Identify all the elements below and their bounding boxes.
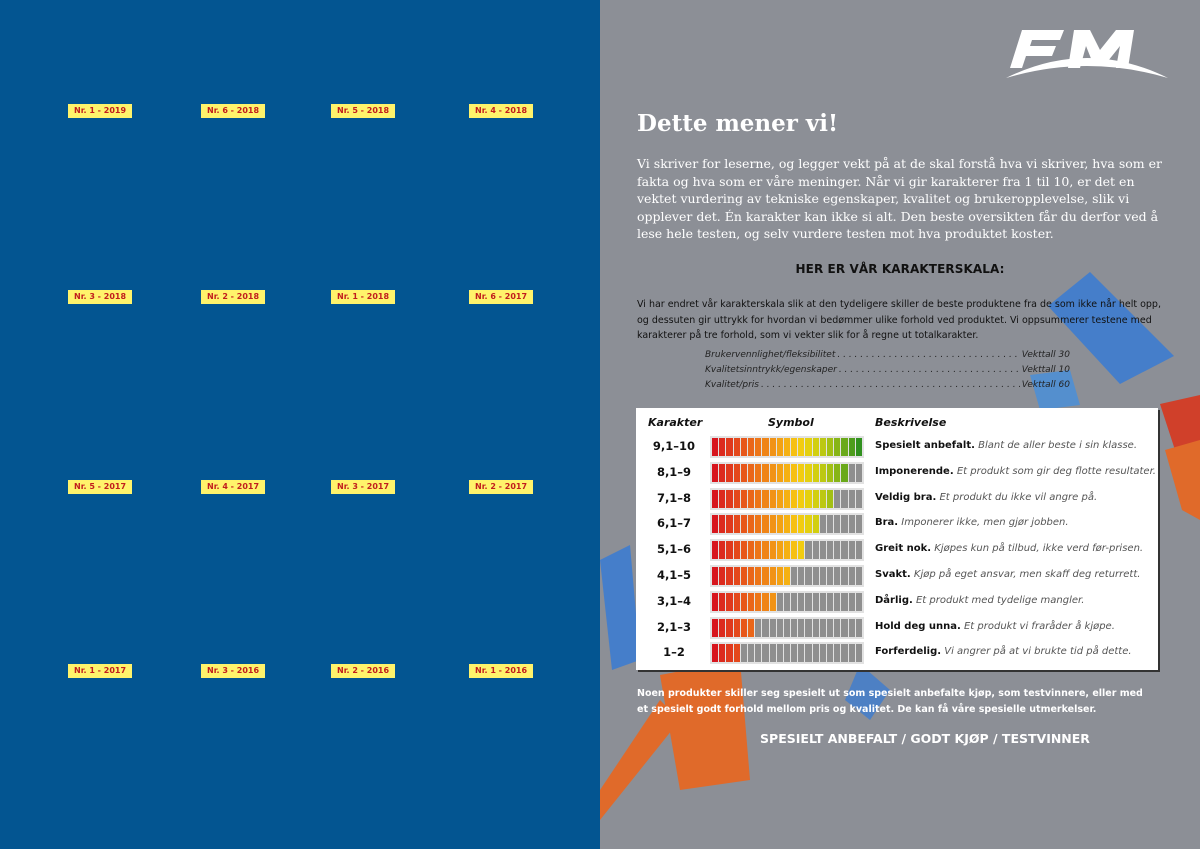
filled-segment (741, 490, 747, 508)
filled-segment (770, 464, 776, 482)
empty-segment (820, 541, 826, 559)
filled-segment (748, 567, 754, 585)
filled-segment (741, 593, 747, 611)
filled-segment (741, 515, 747, 533)
empty-segment (755, 644, 761, 662)
grade-title: Spesielt anbefalt. (875, 440, 975, 451)
filled-segment (784, 438, 790, 456)
info-panel (600, 0, 1200, 849)
empty-segment (762, 619, 768, 637)
filled-segment (820, 490, 826, 508)
empty-segment (762, 644, 768, 662)
grade-text: Et produkt med tydelige mangler. (915, 594, 1085, 606)
empty-segment (770, 644, 776, 662)
grade-description (875, 517, 1069, 528)
filled-segment (726, 567, 732, 585)
filled-segment (719, 644, 725, 662)
filled-segment (791, 541, 797, 559)
filled-segment (712, 541, 718, 559)
filled-segment (762, 515, 768, 533)
filled-segment (856, 438, 862, 456)
filled-segment (784, 515, 790, 533)
filled-segment (798, 515, 804, 533)
issue-label: Nr. 4 - 2018 (469, 104, 533, 118)
grade-row (636, 537, 1158, 563)
filled-segment (841, 438, 847, 456)
filled-segment (805, 438, 811, 456)
filled-segment (791, 515, 797, 533)
filled-segment (712, 567, 718, 585)
scale-description: Vi har endret vår karakterskala slik at den tydeligere skiller de beste produktene fra de som ikke når helt opp, og dessuten gir uttrykk for hvordan vi bedømmer ulike forhold ved produktet. Vi oppsummerer testene med karakterer på tre forhold, som vi vekter slik for å regne ut totalkarakter. (637, 299, 1161, 341)
empty-segment (841, 541, 847, 559)
empty-segment (849, 490, 855, 508)
empty-segment (827, 515, 833, 533)
grade-row (636, 486, 1158, 512)
grade-value: 1–2 (663, 645, 685, 660)
grade-value: 9,1–10 (652, 439, 696, 453)
filled-segment (791, 490, 797, 508)
filled-segment (734, 644, 740, 662)
empty-segment (791, 567, 797, 585)
issue-label: Nr. 6 - 2017 (469, 290, 533, 304)
filled-segment (748, 619, 754, 637)
empty-segment (849, 567, 855, 585)
empty-segment (798, 567, 804, 585)
empty-segment (834, 593, 840, 611)
grade-description (875, 621, 1115, 632)
empty-segment (841, 593, 847, 611)
fm-logo-icon (1004, 28, 1170, 80)
filled-segment (748, 438, 754, 456)
filled-segment (726, 619, 732, 637)
empty-segment (841, 567, 847, 585)
empty-segment (813, 619, 819, 637)
issue-label: Nr. 6 - 2018 (201, 104, 265, 118)
empty-segment (805, 541, 811, 559)
weight-row (705, 363, 1070, 378)
filled-segment (755, 490, 761, 508)
filled-segment (798, 490, 804, 508)
grade-row (636, 589, 1158, 615)
empty-segment (834, 490, 840, 508)
filled-segment (813, 464, 819, 482)
filled-segment (827, 438, 833, 456)
empty-segment (805, 644, 811, 662)
empty-segment (791, 619, 797, 637)
grade-description (875, 440, 1137, 451)
filled-segment (827, 490, 833, 508)
filled-segment (741, 619, 747, 637)
empty-segment (856, 464, 862, 482)
grade-title: Veldig bra. (875, 491, 937, 503)
grade-description (875, 569, 1140, 580)
filled-segment (784, 541, 790, 559)
grade-row (636, 615, 1158, 641)
grade-symbol-bar (710, 642, 864, 664)
grade-title: Forferdelig. (875, 646, 942, 658)
empty-segment (820, 593, 826, 611)
grade-description (875, 595, 1084, 606)
empty-segment (856, 619, 862, 637)
empty-segment (798, 593, 804, 611)
filled-segment (712, 593, 718, 611)
filled-segment (770, 593, 776, 611)
empty-segment (748, 644, 754, 662)
issue-label: Nr. 5 - 2017 (68, 480, 132, 494)
empty-segment (827, 541, 833, 559)
filled-segment (777, 567, 783, 585)
filled-segment (813, 438, 819, 456)
grade-row (636, 563, 1158, 589)
filled-segment (820, 464, 826, 482)
filled-segment (719, 464, 725, 482)
empty-segment (856, 593, 862, 611)
grade-value: 7,1–8 (656, 490, 692, 505)
filled-segment (748, 541, 754, 559)
filled-segment (726, 541, 732, 559)
filled-segment (777, 490, 783, 508)
filled-segment (770, 438, 776, 456)
empty-segment (827, 593, 833, 611)
filled-segment (719, 619, 725, 637)
grade-text: Kjøpes kun på tilbud, ikke verd før-prisen. (934, 543, 1144, 555)
empty-segment (813, 541, 819, 559)
grade-symbol-bar (710, 565, 864, 587)
empty-segment (849, 464, 855, 482)
filled-segment (734, 619, 740, 637)
filled-segment (719, 490, 725, 508)
filled-segment (770, 515, 776, 533)
filled-segment (805, 490, 811, 508)
filled-segment (726, 464, 732, 482)
empty-segment (798, 644, 804, 662)
filled-segment (712, 644, 718, 662)
filled-segment (712, 515, 718, 533)
header-grade: Karakter (648, 416, 703, 429)
filled-segment (777, 515, 783, 533)
filled-segment (712, 490, 718, 508)
filled-segment (777, 541, 783, 559)
filled-segment (741, 541, 747, 559)
empty-segment (834, 567, 840, 585)
empty-segment (827, 567, 833, 585)
empty-segment (813, 567, 819, 585)
filled-segment (841, 464, 847, 482)
filled-segment (719, 567, 725, 585)
filled-segment (755, 515, 761, 533)
weight-label: Kvalitetsinntrykk/egenskaper (705, 365, 837, 375)
filled-segment (762, 567, 768, 585)
grade-text: Et produkt som gir deg flotte resultater. (956, 465, 1156, 477)
empty-segment (849, 619, 855, 637)
empty-segment (741, 644, 747, 662)
filled-segment (734, 541, 740, 559)
grade-text: Et produkt vi fraråder å kjøpe. (963, 620, 1115, 632)
weight-row (705, 378, 1070, 393)
issue-label: Nr. 2 - 2016 (331, 664, 395, 678)
filled-segment (741, 567, 747, 585)
weight-label: Kvalitet/pris (705, 380, 759, 390)
filled-segment (726, 515, 732, 533)
empty-segment (777, 593, 783, 611)
grade-symbol-bar (710, 591, 864, 613)
filled-segment (726, 644, 732, 662)
grade-text: Kjøp på eget ansvar, men skaff deg returrett. (913, 569, 1141, 580)
grade-row (636, 434, 1158, 460)
filled-segment (712, 619, 718, 637)
empty-segment (770, 619, 776, 637)
filled-segment (719, 515, 725, 533)
grade-title: Bra. (875, 517, 899, 529)
filled-segment (798, 464, 804, 482)
grade-value: 6,1–7 (656, 516, 692, 531)
empty-segment (856, 644, 862, 662)
grade-text: Vi angrer på at vi brukte tid på dette. (944, 646, 1132, 658)
filled-segment (748, 490, 754, 508)
filled-segment (712, 464, 718, 482)
filled-segment (820, 438, 826, 456)
issue-label: Nr. 1 - 2017 (68, 664, 132, 678)
empty-segment (784, 593, 790, 611)
filled-segment (748, 515, 754, 533)
empty-segment (856, 541, 862, 559)
filled-segment (755, 541, 761, 559)
filled-segment (791, 464, 797, 482)
grade-title: Imponerende. (875, 465, 954, 477)
empty-segment (805, 593, 811, 611)
filled-segment (719, 438, 725, 456)
empty-segment (798, 619, 804, 637)
filled-segment (755, 567, 761, 585)
empty-segment (777, 619, 783, 637)
grade-title: Hold deg unna. (875, 620, 961, 632)
empty-segment (856, 490, 862, 508)
filled-segment (798, 541, 804, 559)
filled-segment (734, 438, 740, 456)
grade-symbol-bar (710, 513, 864, 535)
filled-segment (777, 464, 783, 482)
filled-segment (849, 438, 855, 456)
header-description: Beskrivelse (875, 416, 947, 429)
weight-label: Brukervennlighet/fleksibilitet (705, 350, 836, 360)
grade-value: 5,1–6 (656, 542, 692, 557)
issue-label: Nr. 4 - 2017 (201, 480, 265, 494)
issue-label: Nr. 5 - 2018 (331, 104, 395, 118)
header-symbol: Symbol (768, 416, 814, 429)
grade-title: Svakt. (875, 569, 911, 580)
filled-segment (805, 464, 811, 482)
filled-segment (755, 438, 761, 456)
filled-segment (770, 490, 776, 508)
issue-label: Nr. 3 - 2018 (68, 290, 132, 304)
empty-segment (849, 644, 855, 662)
empty-segment (834, 515, 840, 533)
filled-segment (762, 541, 768, 559)
empty-segment (784, 619, 790, 637)
empty-segment (820, 515, 826, 533)
filled-segment (784, 464, 790, 482)
empty-segment (805, 567, 811, 585)
dot-leader (839, 363, 1020, 378)
empty-segment (820, 567, 826, 585)
weight-value: Vekttall 60 (1021, 380, 1070, 390)
grade-row (636, 640, 1158, 666)
issue-label: Nr. 1 - 2016 (469, 664, 533, 678)
filled-segment (798, 438, 804, 456)
grade-description (875, 466, 1156, 477)
intro-paragraph: Vi skriver for leserne, og legger vekt på at de skal forstå hva vi skriver, hva som er fakta og hva som er våre meninger. Når vi gir karakterer fra 1 til 10, er det en vektet vurdering av tekniske egenskaper, kvalitet og brukeropplevelse, slik vi opplever det. Én karakter kan ikke si alt. Den beste oversikten får du derfor ved å lese hele testen, og selv vurdere testen mot hva produktet koster. (637, 156, 1162, 241)
filled-segment (712, 438, 718, 456)
filled-segment (726, 438, 732, 456)
empty-segment (856, 567, 862, 585)
awards-title: SPESIELT ANBEFALT / GODT KJØP / TESTVINNER (760, 731, 1090, 746)
filled-segment (755, 593, 761, 611)
filled-segment (834, 464, 840, 482)
grade-description (875, 646, 1132, 657)
grade-title: Greit nok. (875, 543, 932, 555)
weight-row (705, 348, 1070, 363)
grade-row (636, 460, 1158, 486)
weight-value: Vekttall 30 (1021, 350, 1070, 360)
empty-segment (784, 644, 790, 662)
empty-segment (841, 619, 847, 637)
filled-segment (770, 567, 776, 585)
grade-symbol-bar (710, 539, 864, 561)
empty-segment (841, 490, 847, 508)
grade-text: Imponerer ikke, men gjør jobben. (901, 517, 1069, 529)
grade-description (875, 492, 1097, 503)
grade-row (636, 511, 1158, 537)
filled-segment (734, 567, 740, 585)
issue-label: Nr. 1 - 2018 (331, 290, 395, 304)
issue-label: Nr. 3 - 2017 (331, 480, 395, 494)
empty-segment (820, 644, 826, 662)
grade-symbol-bar (710, 617, 864, 639)
empty-segment (791, 644, 797, 662)
empty-segment (834, 644, 840, 662)
footer-note: Noen produkter skiller seg spesielt ut som spesielt anbefalte kjøp, som testvinnere, eller med et spesielt godt forhold mellom pris og kvalitet. De kan få våre spesielle utmerkelser. (637, 688, 1143, 715)
empty-segment (841, 515, 847, 533)
filled-segment (741, 438, 747, 456)
filled-segment (762, 593, 768, 611)
empty-segment (777, 644, 783, 662)
empty-segment (841, 644, 847, 662)
filled-segment (784, 567, 790, 585)
grade-text: Blant de aller beste i sin klasse. (978, 440, 1137, 451)
empty-segment (827, 644, 833, 662)
filled-segment (791, 438, 797, 456)
filled-segment (762, 464, 768, 482)
weight-value: Vekttall 10 (1021, 365, 1070, 375)
empty-segment (805, 619, 811, 637)
empty-segment (834, 541, 840, 559)
filled-segment (827, 464, 833, 482)
filled-segment (734, 490, 740, 508)
filled-segment (719, 593, 725, 611)
empty-segment (849, 515, 855, 533)
grade-symbol-bar (710, 488, 864, 510)
issue-label: Nr. 1 - 2019 (68, 104, 132, 118)
filled-segment (748, 593, 754, 611)
empty-segment (791, 593, 797, 611)
filled-segment (734, 593, 740, 611)
grade-value: 8,1–9 (656, 464, 692, 479)
empty-segment (755, 619, 761, 637)
filled-segment (770, 541, 776, 559)
filled-segment (805, 515, 811, 533)
filled-segment (813, 515, 819, 533)
filled-segment (734, 464, 740, 482)
grade-symbol-bar (710, 436, 864, 458)
empty-segment (813, 593, 819, 611)
grade-title: Dårlig. (875, 594, 913, 606)
filled-segment (726, 593, 732, 611)
empty-segment (849, 593, 855, 611)
filled-segment (755, 464, 761, 482)
grade-value: 4,1–5 (656, 568, 692, 582)
filled-segment (734, 515, 740, 533)
issue-label: Nr. 2 - 2017 (469, 480, 533, 494)
filled-segment (762, 438, 768, 456)
filled-segment (748, 464, 754, 482)
grade-text: Et produkt du ikke vil angre på. (939, 491, 1098, 503)
empty-segment (813, 644, 819, 662)
empty-segment (834, 619, 840, 637)
filled-segment (777, 438, 783, 456)
grade-description (875, 543, 1143, 554)
weights-list (705, 348, 1070, 393)
filled-segment (834, 438, 840, 456)
empty-segment (849, 541, 855, 559)
issue-label: Nr. 2 - 2018 (201, 290, 265, 304)
filled-segment (813, 490, 819, 508)
filled-segment (726, 490, 732, 508)
empty-segment (856, 515, 862, 533)
empty-segment (827, 619, 833, 637)
grade-value: 3,1–4 (656, 593, 692, 608)
empty-segment (820, 619, 826, 637)
filled-segment (784, 490, 790, 508)
filled-segment (719, 541, 725, 559)
scale-heading: HER ER VÅR KARAKTERSKALA: (795, 262, 1005, 276)
issue-label: Nr. 3 - 2016 (201, 664, 265, 678)
dot-leader (761, 378, 1020, 393)
grading-table (636, 408, 1158, 670)
grade-symbol-bar (710, 462, 864, 484)
grade-value: 2,1–3 (656, 619, 692, 634)
dot-leader (837, 348, 1019, 363)
filled-segment (762, 490, 768, 508)
filled-segment (741, 464, 747, 482)
page-title: Dette mener vi! (637, 110, 839, 137)
